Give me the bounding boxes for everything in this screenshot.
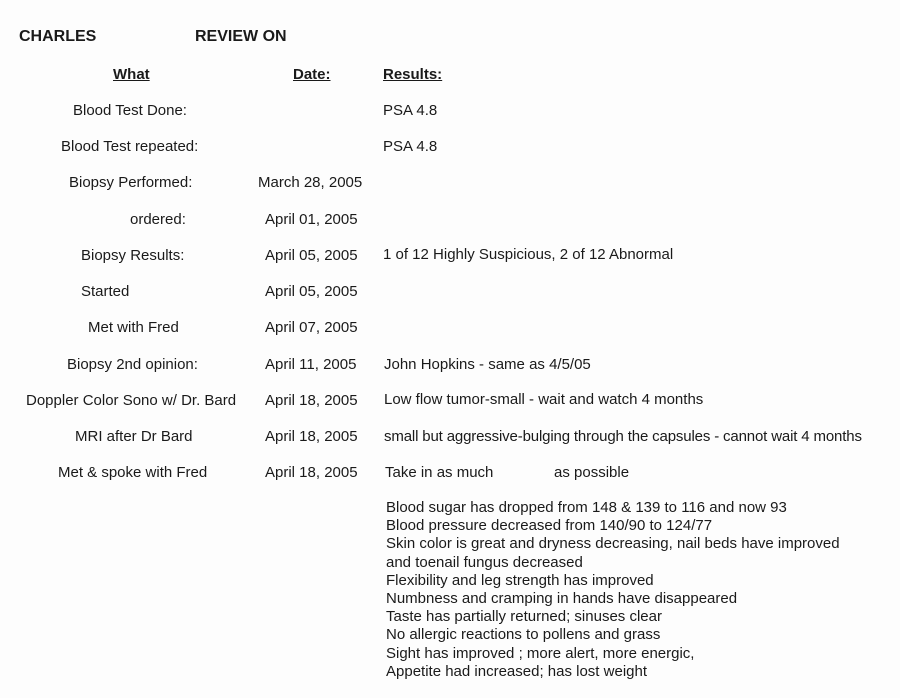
row-date: April 05, 2005: [265, 247, 358, 264]
row-result-continued: as possible: [554, 464, 630, 481]
note-line: Flexibility and leg strength has improved: [386, 571, 654, 589]
row-date: April 01, 2005: [265, 211, 358, 228]
note-line: No allergic reactions to pollens and grass: [386, 626, 661, 644]
progress-notes: [386, 499, 840, 681]
column-header-date: Date:: [293, 66, 331, 83]
row-result: small but aggressive-bulging through the capsules - cannot wait 4 months: [384, 428, 862, 445]
row-date: April 18, 2005: [265, 392, 358, 409]
column-header-results: Results:: [383, 66, 443, 83]
row-what: Biopsy 2nd opinion:: [67, 356, 198, 373]
row-result: Take in as much: [385, 464, 494, 481]
row-result: Low flow tumor-small - wait and watch 4 months: [384, 391, 704, 408]
row-date: April 05, 2005: [265, 283, 358, 300]
patient-name: CHARLES: [19, 28, 97, 45]
row-result: PSA 4.8: [383, 102, 438, 119]
note-line: Blood pressure decreased from 140/90 to 124/77: [386, 517, 713, 535]
note-line: Sight has improved ; more alert, more energic,: [386, 644, 695, 662]
row-what: ordered:: [130, 211, 186, 228]
note-line: Skin color is great and dryness decreasing, nail beds have improved: [386, 535, 840, 553]
note-line: and toenail fungus decreased: [386, 553, 583, 571]
note-line: Blood sugar has dropped from 148 & 139 to 116 and now 93: [386, 499, 787, 516]
note-line: Taste has partially returned; sinuses clear: [386, 608, 662, 626]
note-line: Numbness and cramping in hands have disappeared: [386, 590, 738, 608]
row-result: PSA 4.8: [383, 138, 438, 155]
row-what: Met & spoke with Fred: [58, 464, 208, 481]
row-what: Met with Fred: [88, 319, 179, 336]
row-result: 1 of 12 Highly Suspicious, 2 of 12 Abnormal: [383, 246, 674, 263]
row-date: April 11, 2005: [265, 356, 357, 373]
row-what: Blood Test repeated:: [61, 138, 199, 155]
row-date: April 18, 2005: [265, 464, 358, 481]
row-what: Biopsy Performed:: [69, 174, 193, 191]
column-header-what: What: [113, 66, 150, 83]
row-date: April 18, 2005: [265, 428, 358, 445]
row-what: Doppler Color Sono w/ Dr. Bard: [26, 392, 237, 409]
row-result: John Hopkins - same as 4/5/05: [384, 356, 591, 373]
row-what: MRI after Dr Bard: [75, 428, 193, 445]
document-title: REVIEW ON: [195, 28, 287, 45]
row-what: Started: [81, 283, 130, 300]
row-date: March 28, 2005: [258, 174, 363, 191]
note-line: Appetite had increased; has lost weight: [386, 662, 647, 680]
row-what: Blood Test Done:: [73, 102, 187, 119]
row-date: April 07, 2005: [265, 319, 358, 336]
row-what: Biopsy Results:: [81, 247, 185, 264]
